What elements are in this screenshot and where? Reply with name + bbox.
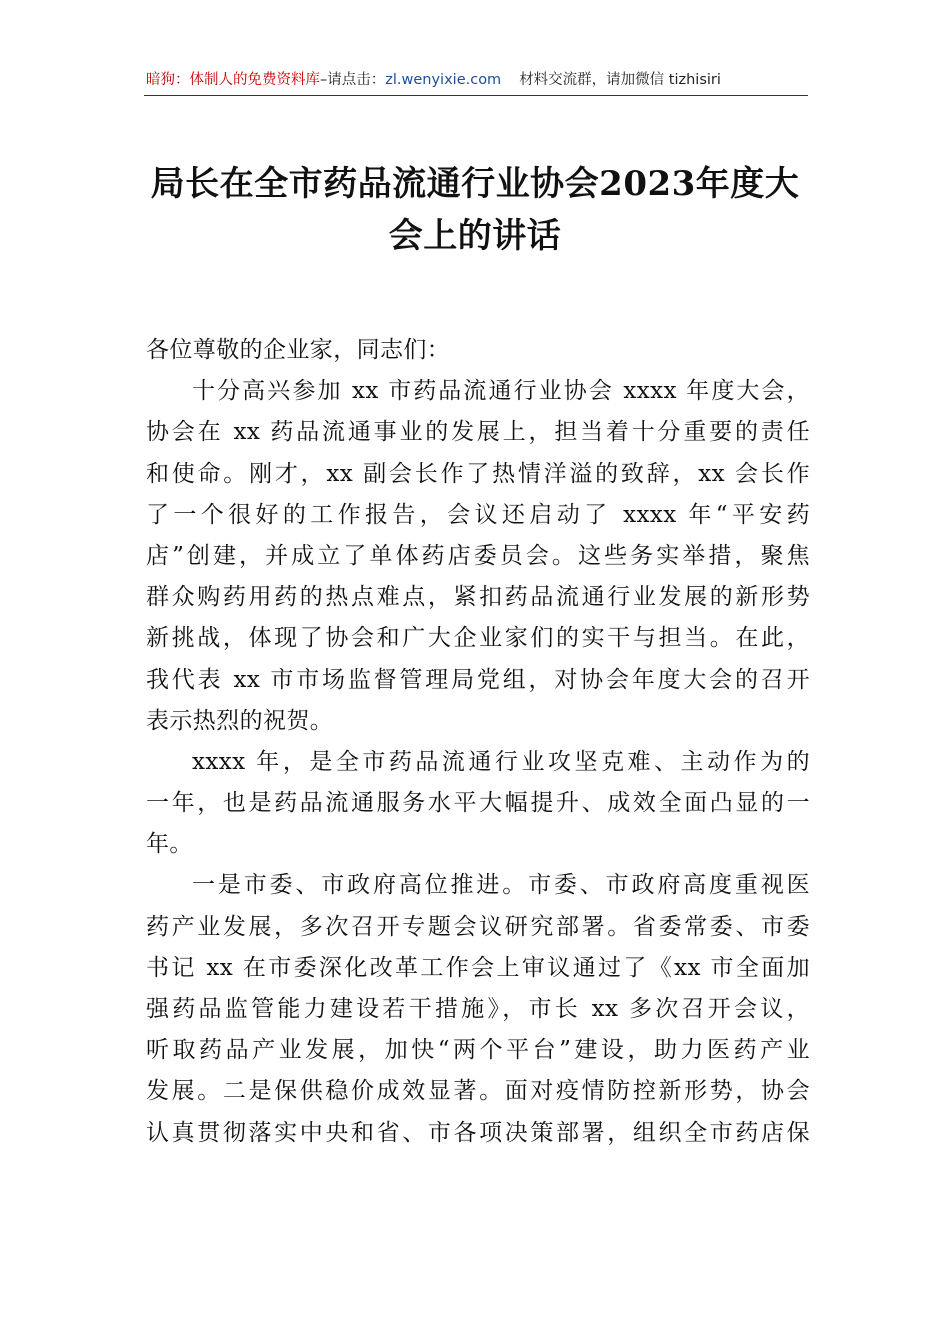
header-link-prompt: –请点击： (320, 72, 386, 88)
document-title (140, 158, 810, 262)
title-line: 局长在全市药品流通行业协会2023年度大 (150, 164, 800, 204)
text-line: 了一个很好的工作报告，会议还启动了 xxxx 年“平安药 (146, 501, 810, 528)
text-line: 发展。二是保供稳价成效显著。面对疫情防控新形势，协会 (146, 1078, 810, 1105)
text-line: 群众购药用药的热点难点，紧扣药品流通行业发展的新形势 (146, 584, 810, 611)
header-divider (144, 95, 808, 96)
text-line: xxxx 年，是全市药品流通行业攻坚克难、主动作为的 (192, 748, 810, 775)
text-line: 协会在 xx 药品流通事业的发展上，担当着十分重要的责任 (146, 419, 810, 446)
text-line: 一是市委、市政府高位推进。市委、市政府高度重视医 (192, 872, 810, 899)
text-line: 店”创建，并成立了单体药店委员会。这些务实举措，聚焦 (146, 542, 810, 569)
header-link[interactable]: zl.wenyixie.com (385, 72, 502, 88)
text-line: 和使命。刚才，xx 副会长作了热情洋溢的致辞，xx 会长作 (146, 460, 810, 487)
text-line: 认真贯彻落实中央和省、市各项决策部署，组织全市药店保 (146, 1119, 810, 1146)
text-line: 十分高兴参加 xx 市药品流通行业协会 xxxx 年度大会， (192, 378, 810, 405)
text-line: 书记 xx 在市委深化改革工作会上审议通过了《xx 市全面加 (146, 954, 810, 981)
header-contact: 材料交流群，请加微信 tizhisiri (519, 72, 721, 88)
text-line: 表示热烈的祝贺。 (146, 707, 334, 734)
text-line: 一年，也是药品流通服务水平大幅提升、成效全面凸显的一 (146, 790, 810, 817)
text-line: 药产业发展，多次召开专题会议研究部署。省委常委、市委 (146, 913, 810, 940)
header-brand: 暗狗：体制人的免费资料库 (146, 72, 320, 88)
text-line: 我代表 xx 市市场监督管理局党组，对协会年度大会的召开 (146, 666, 810, 693)
document-body (146, 330, 810, 1154)
text-line: 年。 (146, 831, 193, 858)
text-line: 新挑战，体现了协会和广大企业家们的实干与担当。在此， (146, 625, 810, 652)
page-header (146, 68, 806, 92)
salutation: 各位尊敬的企业家，同志们： (146, 337, 451, 363)
text-line: 听取药品产业发展，加快“两个平台”建设，助力医药产业 (146, 1037, 810, 1064)
text-line: 强药品监管能力建设若干措施》，市长 xx 多次召开会议， (146, 996, 810, 1022)
title-line: 会上的讲话 (388, 216, 562, 256)
